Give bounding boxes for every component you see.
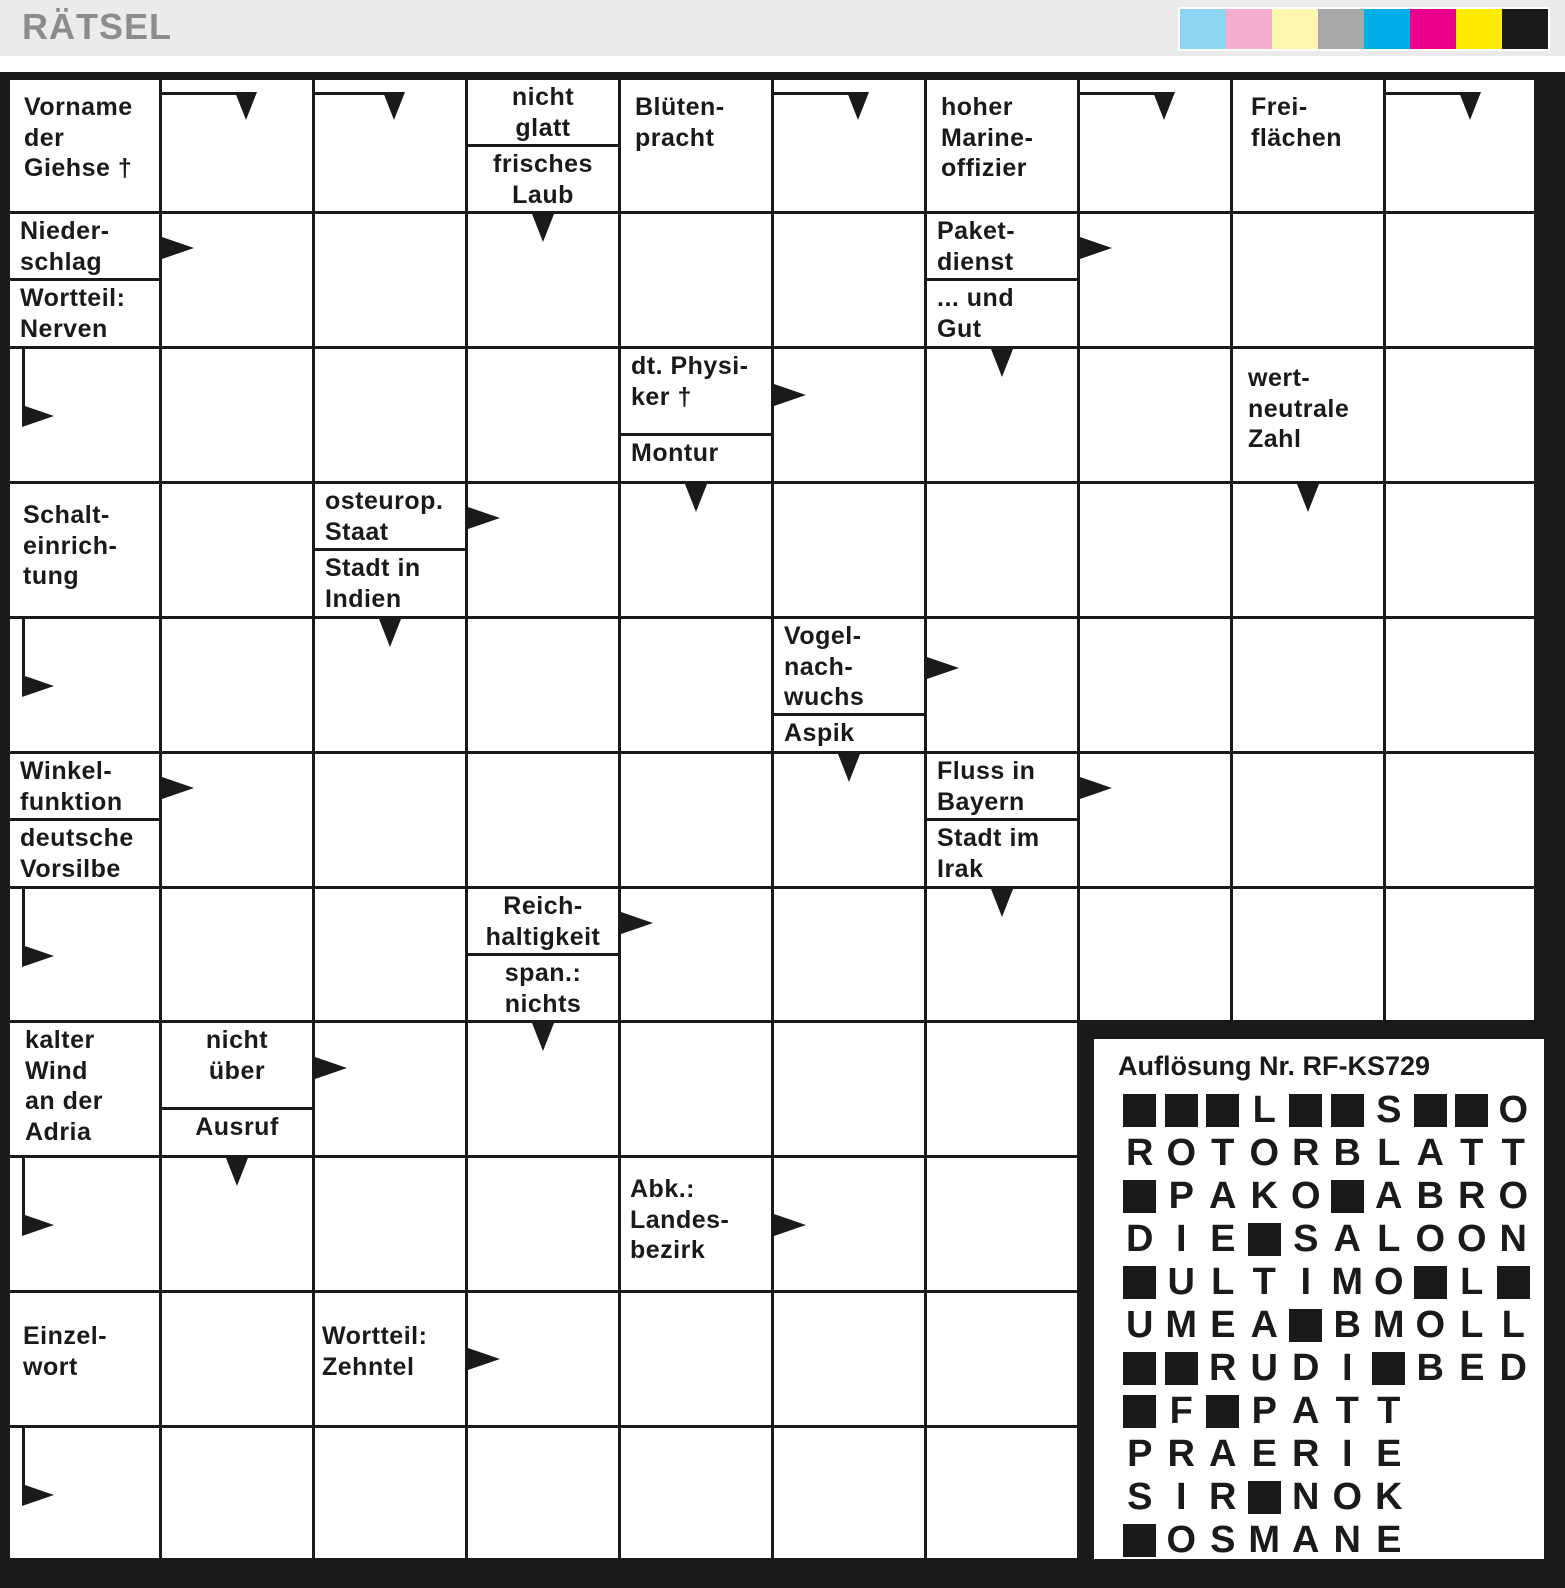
black-square [1372, 1352, 1405, 1385]
solution-letter: O [1498, 1175, 1529, 1217]
solution-letter: O [1498, 1089, 1529, 1131]
answer-cell[interactable] [315, 754, 465, 886]
clue-cell [315, 1293, 465, 1425]
solution-letter: R [1292, 1132, 1320, 1174]
answer-cell[interactable] [774, 214, 924, 346]
arrow-right-icon [1080, 777, 1112, 799]
solution-letter: I [1341, 1433, 1353, 1475]
clue-cell [927, 214, 1077, 346]
solution-letter: O [1332, 1476, 1363, 1518]
solution-letter: I [1300, 1261, 1312, 1303]
clue-text: hoher Marine- offizier [941, 93, 1034, 182]
clue-divider [315, 548, 465, 551]
clue-cell [927, 754, 1077, 886]
answer-cell[interactable] [468, 619, 618, 751]
black-square [1123, 1094, 1156, 1127]
clue-text: frisches Laub [493, 150, 593, 209]
clue-divider [10, 278, 159, 281]
clue-divider [162, 1107, 312, 1110]
solution-letter: R [1167, 1433, 1195, 1475]
clue-text: Winkel- funktion [20, 757, 123, 816]
answer-cell[interactable] [315, 214, 465, 346]
clue-text: Stadt im Irak [937, 824, 1040, 883]
answer-cell[interactable] [162, 349, 312, 481]
solution-letter: M [1331, 1261, 1364, 1303]
clue-cell [621, 349, 771, 481]
answer-cell[interactable] [315, 1023, 465, 1155]
solution-letter: K [1250, 1175, 1278, 1217]
solution-block [1410, 1091, 1452, 1131]
solution-row [1119, 1261, 1534, 1304]
answer-cell[interactable] [1233, 754, 1383, 886]
answer-cell[interactable] [621, 754, 771, 886]
solution-block [1451, 1091, 1493, 1131]
solution-letter: R [1209, 1347, 1237, 1389]
solution-row [1119, 1347, 1534, 1390]
solution-row [1119, 1519, 1534, 1562]
solution-panel [1094, 1039, 1544, 1559]
solution-letter: O [1166, 1132, 1197, 1174]
answer-cell[interactable] [315, 889, 465, 1020]
black-square [1165, 1352, 1198, 1385]
solution-letter: E [1376, 1433, 1402, 1475]
answer-cell[interactable] [468, 1158, 618, 1290]
solution-block [1161, 1349, 1203, 1389]
black-square [1248, 1481, 1281, 1514]
solution-letter: L [1501, 1304, 1525, 1346]
black-square [1455, 1094, 1488, 1127]
black-square [1206, 1094, 1239, 1127]
solution-letter: L [1377, 1218, 1401, 1260]
clue-text: Frei- flächen [1251, 93, 1343, 152]
black-square [1123, 1266, 1156, 1299]
arrow-right-icon [162, 777, 194, 799]
answer-cell[interactable] [1233, 619, 1383, 751]
clue-text: kalter Wind an der Adria [25, 1026, 104, 1146]
clue-cell [10, 1293, 159, 1425]
solution-block [1119, 1349, 1161, 1389]
clue-text: Blüten- pracht [635, 93, 725, 152]
solution-row [1119, 1175, 1534, 1218]
clue-text: osteurop. Staat [325, 487, 444, 546]
answer-cell[interactable] [774, 1428, 924, 1558]
clue-cell [10, 214, 159, 346]
answer-cell[interactable] [927, 484, 1077, 616]
solution-letter: A [1292, 1519, 1320, 1561]
clue-cell [1233, 80, 1383, 211]
answer-cell[interactable] [315, 1158, 465, 1290]
answer-cell[interactable] [927, 1293, 1077, 1425]
answer-cell[interactable] [1233, 889, 1383, 1020]
answer-cell[interactable] [1386, 889, 1534, 1020]
clue-divider [10, 818, 159, 821]
clue-text: span.: nichts [504, 959, 582, 1018]
answer-cell[interactable] [468, 484, 618, 616]
solution-letter: O [1290, 1175, 1321, 1217]
solution-letter: T [1377, 1390, 1401, 1432]
black-square [1123, 1524, 1156, 1557]
solution-block [1119, 1392, 1161, 1432]
arrow-down-icon [991, 349, 1013, 377]
solution-row [1119, 1218, 1534, 1261]
solution-letter: U [1167, 1261, 1195, 1303]
clue-text: deutsche Vorsilbe [20, 824, 134, 883]
clue-cell [468, 80, 618, 211]
answer-cell[interactable] [162, 889, 312, 1020]
solution-letter: O [1415, 1218, 1446, 1260]
clue-cell [10, 754, 159, 886]
page-title: RÄTSEL [22, 6, 172, 47]
clue-text: Fluss in Bayern [937, 757, 1036, 816]
answer-cell[interactable] [1080, 484, 1230, 616]
solution-row [1119, 1433, 1534, 1476]
color-swatch [1364, 9, 1410, 49]
black-square [1414, 1094, 1447, 1127]
solution-letter: B [1333, 1132, 1361, 1174]
arrow-down-icon [1297, 484, 1319, 512]
clue-text: Schalt- einrich- tung [23, 501, 118, 590]
color-swatch [1318, 9, 1364, 49]
solution-row [1119, 1089, 1534, 1132]
solution-block [1368, 1349, 1410, 1389]
solution-letter: N [1333, 1519, 1361, 1561]
arrow-right-icon [621, 912, 653, 934]
solution-letter: I [1175, 1476, 1187, 1518]
clue-cell [621, 1158, 771, 1290]
solution-row [1119, 1476, 1534, 1519]
answer-cell[interactable] [162, 619, 312, 751]
solution-block [1285, 1306, 1327, 1346]
arrow-down-icon [226, 1158, 248, 1186]
solution-letter: E [1459, 1347, 1485, 1389]
answer-cell[interactable] [774, 349, 924, 481]
arrow-right-icon [468, 1348, 500, 1370]
clue-text: Wortteil: Zehntel [322, 1322, 428, 1381]
black-square [1414, 1266, 1447, 1299]
solution-block [1244, 1220, 1286, 1260]
arrow-right-icon [774, 1214, 806, 1236]
solution-letter: L [1460, 1304, 1484, 1346]
solution-title: Auflösung Nr. RF-KS729 [1118, 1051, 1431, 1081]
answer-cell[interactable] [162, 754, 312, 886]
answer-cell[interactable] [927, 619, 1077, 751]
answer-cell[interactable] [621, 1428, 771, 1558]
clue-divider [927, 818, 1077, 821]
answer-cell[interactable] [1233, 214, 1383, 346]
clue-cell [10, 80, 159, 211]
solution-letter: U [1126, 1304, 1154, 1346]
clue-text: Ausruf [195, 1113, 279, 1141]
clue-text: nicht über [205, 1026, 269, 1085]
clue-text: Vorname der Giehse † [24, 93, 133, 182]
arrow-down-icon [847, 92, 869, 120]
solution-letter: M [1165, 1304, 1198, 1346]
clue-text: Montur [631, 439, 719, 467]
solution-letter: I [1341, 1347, 1353, 1389]
solution-block [1119, 1521, 1161, 1561]
solution-letter: L [1460, 1261, 1484, 1303]
clue-divider [774, 713, 924, 716]
answer-cell[interactable] [927, 1428, 1077, 1558]
solution-letter: S [1127, 1476, 1153, 1518]
answer-cell[interactable] [1386, 619, 1534, 751]
answer-cell[interactable] [1080, 889, 1230, 1020]
solution-letter: E [1210, 1218, 1236, 1260]
black-square [1123, 1180, 1156, 1213]
black-square [1289, 1094, 1322, 1127]
answer-cell[interactable] [927, 1023, 1077, 1155]
solution-letter: E [1251, 1433, 1277, 1475]
solution-letter: T [1211, 1132, 1235, 1174]
solution-block [1202, 1392, 1244, 1432]
arrow-right-icon [774, 384, 806, 406]
solution-letter: A [1416, 1132, 1444, 1174]
answer-cell[interactable] [774, 1023, 924, 1155]
clue-cell [162, 1023, 312, 1155]
solution-block [1119, 1263, 1161, 1303]
arrow-right-icon [22, 945, 54, 967]
solution-letter: S [1376, 1089, 1402, 1131]
clue-cell [774, 619, 924, 751]
arrow-down-icon [383, 92, 405, 120]
clue-text: Wortteil: Nerven [20, 284, 126, 343]
color-swatch [1180, 9, 1226, 49]
solution-block [1244, 1478, 1286, 1518]
clue-text: Reich- haltigkeit [485, 892, 601, 951]
answer-cell[interactable] [1386, 349, 1534, 481]
arrow-down-icon [235, 92, 257, 120]
arrow-right-icon [468, 507, 500, 529]
answer-cell[interactable] [468, 1428, 618, 1558]
answer-cell[interactable] [1080, 214, 1230, 346]
answer-cell[interactable] [621, 1023, 771, 1155]
arrow-right-icon [927, 657, 959, 679]
clue-cell [468, 889, 618, 1020]
solution-letter: R [1126, 1132, 1154, 1174]
solution-letter: T [1252, 1261, 1276, 1303]
black-square [1331, 1180, 1364, 1213]
solution-letter: L [1377, 1132, 1401, 1174]
clue-cell [927, 80, 1077, 211]
solution-block [1161, 1091, 1203, 1131]
arrow-down-icon [532, 1023, 554, 1051]
solution-letter: U [1250, 1347, 1278, 1389]
answer-cell[interactable] [315, 349, 465, 481]
arrow-right-icon [22, 1484, 54, 1506]
solution-letter: A [1375, 1175, 1403, 1217]
black-square [1123, 1352, 1156, 1385]
clue-text: dt. Physi- ker † [631, 352, 749, 411]
solution-letter: L [1252, 1089, 1276, 1131]
color-swatch [1502, 9, 1548, 49]
color-swatch [1272, 9, 1318, 49]
answer-cell[interactable] [1386, 214, 1534, 346]
solution-letter: A [1209, 1433, 1237, 1475]
clue-divider [927, 278, 1077, 281]
color-swatch [1226, 9, 1272, 49]
clue-text: Stadt in Indien [325, 554, 421, 613]
solution-block [1327, 1091, 1369, 1131]
solution-block [1493, 1263, 1535, 1303]
solution-letter: S [1210, 1519, 1236, 1561]
solution-block [1327, 1177, 1369, 1217]
solution-letter: P [1251, 1390, 1277, 1432]
arrow-down-icon [1153, 92, 1175, 120]
color-swatch [1456, 9, 1502, 49]
solution-letter: A [1292, 1390, 1320, 1432]
solution-block [1202, 1091, 1244, 1131]
black-square [1497, 1266, 1530, 1299]
solution-letter: B [1416, 1175, 1444, 1217]
answer-cell[interactable] [1080, 754, 1230, 886]
solution-letter: A [1250, 1304, 1278, 1346]
solution-letter: A [1209, 1175, 1237, 1217]
solution-letter: M [1372, 1304, 1405, 1346]
color-calibration-strip [1178, 7, 1550, 51]
solution-block [1119, 1091, 1161, 1131]
clue-text: Paket- dienst [937, 217, 1016, 276]
header-bar [0, 0, 1565, 56]
black-square [1123, 1395, 1156, 1428]
solution-letter: I [1175, 1218, 1187, 1260]
solution-letter: N [1499, 1218, 1527, 1260]
solution-letter: R [1458, 1175, 1486, 1217]
answer-cell[interactable] [162, 1293, 312, 1425]
clue-cell [621, 80, 771, 211]
solution-letter: D [1499, 1347, 1527, 1389]
black-square [1331, 1094, 1364, 1127]
arrow-down-icon [991, 889, 1013, 917]
arrow-right-icon [22, 405, 54, 427]
solution-letter: F [1169, 1390, 1193, 1432]
black-square [1289, 1309, 1322, 1342]
answer-cell[interactable] [1080, 619, 1230, 751]
solution-letter: P [1127, 1433, 1153, 1475]
answer-cell[interactable] [927, 1158, 1077, 1290]
answer-cell[interactable] [162, 214, 312, 346]
solution-letter: T [1335, 1390, 1359, 1432]
solution-letter: A [1333, 1218, 1361, 1260]
clue-divider [468, 144, 618, 147]
solution-letter: O [1456, 1218, 1487, 1260]
black-square [1206, 1395, 1239, 1428]
answer-cell[interactable] [162, 484, 312, 616]
solution-letter: B [1333, 1304, 1361, 1346]
clue-text: Einzel- wort [23, 1322, 108, 1381]
arrow-down-icon [838, 754, 860, 782]
solution-row [1119, 1132, 1534, 1175]
solution-letter: K [1375, 1476, 1403, 1518]
solution-row [1119, 1304, 1534, 1347]
arrow-right-icon [22, 1214, 54, 1236]
solution-letter: E [1210, 1304, 1236, 1346]
answer-cell[interactable] [1080, 349, 1230, 481]
solution-letter: R [1209, 1476, 1237, 1518]
answer-cell[interactable] [621, 214, 771, 346]
answer-cell[interactable] [774, 484, 924, 616]
arrow-down-icon [1459, 92, 1481, 120]
answer-cell[interactable] [468, 754, 618, 886]
arrow-down-icon [379, 619, 401, 647]
solution-letter: T [1501, 1132, 1525, 1174]
clue-text: Aspik [784, 719, 855, 747]
answer-cell[interactable] [1386, 754, 1534, 886]
arrow-down-icon [685, 484, 707, 512]
answer-cell[interactable] [315, 1428, 465, 1558]
answer-cell[interactable] [621, 1293, 771, 1425]
solution-letter: B [1416, 1347, 1444, 1389]
clue-text: nicht glatt [511, 83, 575, 142]
solution-block [1119, 1177, 1161, 1217]
solution-letter: M [1248, 1519, 1281, 1561]
solution-letter: E [1376, 1519, 1402, 1561]
black-square [1248, 1223, 1281, 1256]
answer-cell[interactable] [468, 349, 618, 481]
solution-block [1285, 1091, 1327, 1131]
answer-cell[interactable] [621, 889, 771, 1020]
solution-letter: R [1292, 1433, 1320, 1475]
color-swatch [1410, 9, 1456, 49]
clue-text: Nieder- schlag [20, 217, 110, 276]
solution-letter: P [1168, 1175, 1194, 1217]
clue-text: wert- neutrale Zahl [1248, 364, 1350, 453]
solution-letter: L [1211, 1261, 1235, 1303]
solution-letter: D [1292, 1347, 1320, 1389]
solution-letter: S [1293, 1218, 1319, 1260]
clue-text: Vogel- nach- wuchs [784, 622, 865, 711]
arrow-right-icon [315, 1057, 347, 1079]
answer-cell[interactable] [774, 1293, 924, 1425]
solution-letter: O [1415, 1304, 1446, 1346]
answer-cell[interactable] [1386, 484, 1534, 616]
solution-block [1410, 1263, 1452, 1303]
puzzle-code: RF-KS730 [825, 1566, 887, 1581]
solution-letter: T [1460, 1132, 1484, 1174]
solution-grid [1119, 1089, 1534, 1562]
answer-cell[interactable] [162, 1428, 312, 1558]
clue-divider [468, 953, 618, 956]
clue-cell [1233, 349, 1383, 481]
solution-letter: N [1292, 1476, 1320, 1518]
solution-letter: O [1373, 1261, 1404, 1303]
clue-text: Abk.: Landes- bezirk [630, 1175, 730, 1264]
clue-cell [10, 484, 159, 616]
solution-letter: O [1166, 1519, 1197, 1561]
clue-cell [10, 1023, 159, 1155]
answer-cell[interactable] [621, 619, 771, 751]
arrow-right-icon [22, 675, 54, 697]
black-square [1165, 1094, 1198, 1127]
solution-letter: D [1126, 1218, 1154, 1260]
solution-row [1119, 1390, 1534, 1433]
arrow-right-icon [1080, 237, 1112, 259]
clue-cell [315, 484, 465, 616]
arrow-down-icon [532, 214, 554, 242]
clue-text: ... und Gut [937, 284, 1015, 343]
arrow-right-icon [162, 237, 194, 259]
clue-divider [621, 433, 771, 436]
solution-letter: O [1249, 1132, 1280, 1174]
answer-cell[interactable] [774, 889, 924, 1020]
